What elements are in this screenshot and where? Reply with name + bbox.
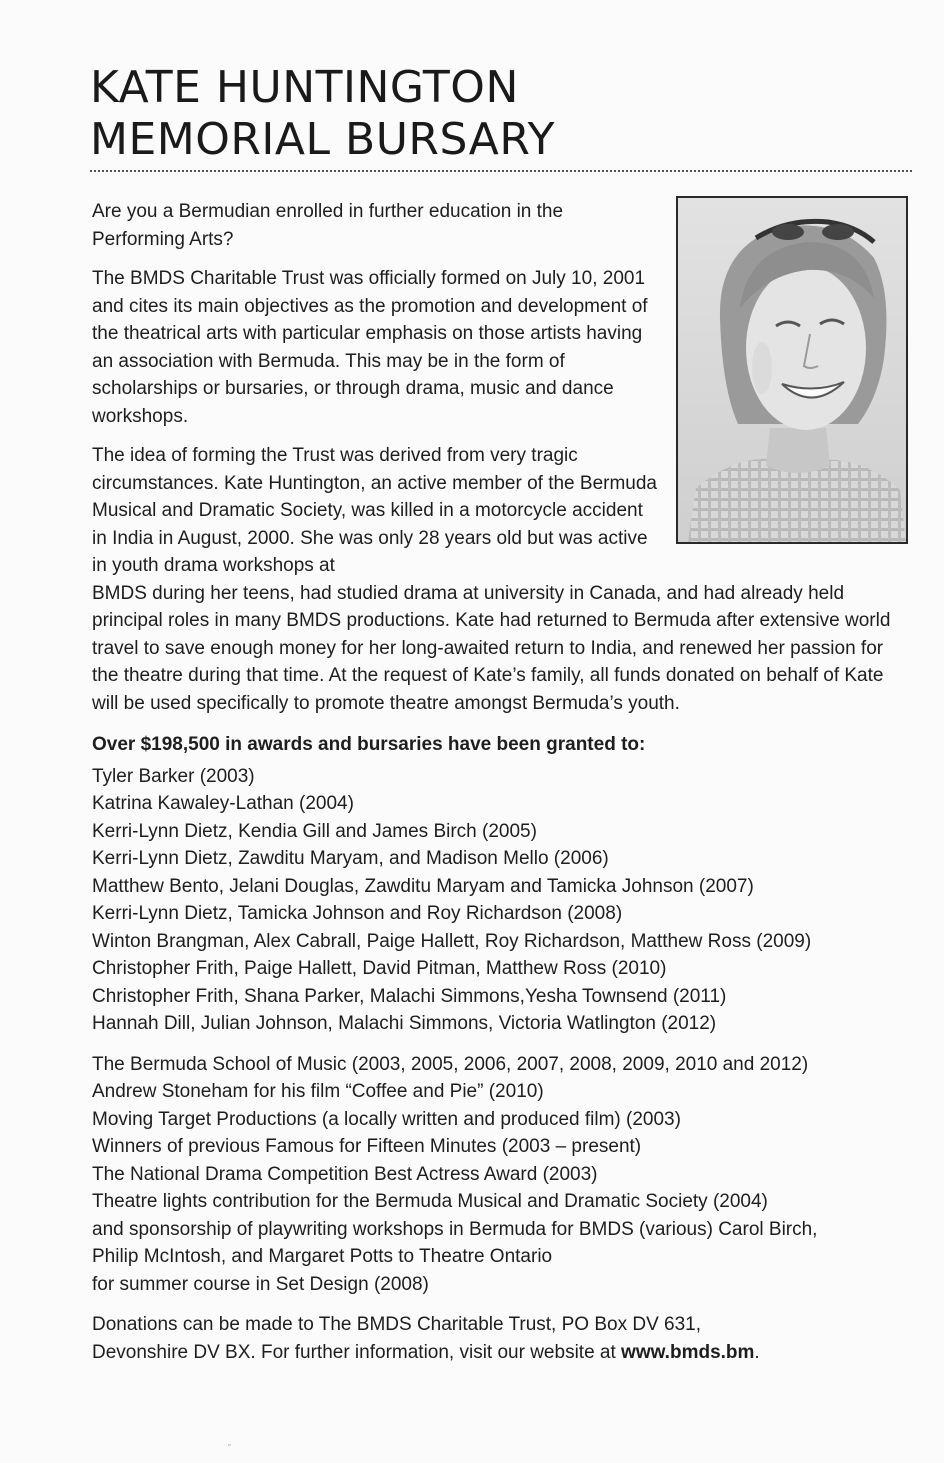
title-line-2: MEMORIAL BURSARY xyxy=(90,114,555,165)
trust-paragraph: The BMDS Charitable Trust was officially formed on July 10, 2001 and cites its main objectives as the promotion and development of the theatrical arts with particular emphasis on those artists having an association with Bermuda. This may be in the form of scholarships or bursaries, or through drama, music and dance workshops. xyxy=(92,268,648,427)
list-item: Winton Brangman, Alex Cabrall, Paige Hallett, Roy Richardson, Matthew Ross (2009) xyxy=(92,930,812,952)
list-item: Christopher Frith, Shana Parker, Malachi Simmons,Yesha Townsend (2011) xyxy=(92,985,727,1007)
dotted-divider xyxy=(90,170,912,172)
recipients-list xyxy=(92,763,912,1038)
list-item: Philip McIntosh, and Margaret Potts to Theatre Ontario xyxy=(92,1246,553,1267)
list-item: for summer course in Set Design (2008) xyxy=(92,1273,429,1295)
donations-line-1: Donations can be made to The BMDS Charitable Trust, PO Box DV 631, xyxy=(92,1314,702,1335)
list-item: Tyler Barker (2003) xyxy=(92,765,255,787)
donations-line-2: Devonshire DV BX. For further information, visit our website at xyxy=(92,1341,622,1363)
list-item: Kerri-Lynn Dietz, Tamicka Johnson and Roy Richardson (2008) xyxy=(92,903,623,924)
list-item: Matthew Bento, Jelani Douglas, Zawditu Maryam and Tamicka Johnson (2007) xyxy=(92,875,754,897)
list-item: Katrina Kawaley-Lathan (2004) xyxy=(92,793,354,814)
page-title xyxy=(90,62,555,166)
list-item: and sponsorship of playwriting workshops in Bermuda for BMDS (various) Carol Birch, xyxy=(92,1218,818,1240)
list-item: Christopher Frith, Paige Hallett, David Pitman, Matthew Ross (2010) xyxy=(92,958,667,979)
footer-mark: ″ xyxy=(228,1443,231,1452)
list-item: Moving Target Productions (a locally written and produced film) (2003) xyxy=(92,1108,681,1130)
history-paragraph-part-1: The idea of forming the Trust was derived from very tragic circumstances. Kate Huntington, an active member of the Bermuda Musical and Dramatic Society, was killed in a motorcycle accident in India in August, 2000. She was only 28 years old but was active in youth drama workshops at xyxy=(92,445,657,576)
history-paragraph xyxy=(92,442,912,717)
body-text xyxy=(92,198,912,1366)
list-item: Andrew Stoneham for his film “Coffee and Pie” (2010) xyxy=(92,1081,544,1102)
list-item: The Bermuda School of Music (2003, 2005, 2006, 2007, 2008, 2009, 2010 and 2012) xyxy=(92,1053,809,1075)
organizations-list xyxy=(92,1051,912,1299)
list-item: Kerri-Lynn Dietz, Kendia Gill and James Birch (2005) xyxy=(92,820,537,842)
donations-paragraph xyxy=(92,1311,912,1366)
donations-line-end: . xyxy=(754,1341,760,1363)
history-paragraph-part-2: BMDS during her teens, had studied drama at university in Canada, and had already held principal roles in many BMDS productions. Kate had returned to Bermuda after extensive world travel to save enough money for her long-awaited return to India, and renewed her passion for the theatre during that time. At the request of Kate’s family, all funds donated on behalf of Kate will be used specifically to promote theatre amongst Bermuda’s youth. xyxy=(92,582,891,714)
list-item: Hannah Dill, Julian Johnson, Malachi Simmons, Victoria Watlington (2012) xyxy=(92,1013,717,1034)
list-item: Kerri-Lynn Dietz, Zawditu Maryam, and Madison Mello (2006) xyxy=(92,848,609,869)
intro-question: Are you a Bermudian enrolled in further education in the Performing Arts? xyxy=(92,201,564,250)
awards-heading: Over $198,500 in awards and bursaries have been granted to: xyxy=(92,734,646,755)
list-item: Theatre lights contribution for the Bermuda Musical and Dramatic Society (2004) xyxy=(92,1191,768,1212)
list-item: Winners of previous Famous for Fifteen Minutes (2003 – present) xyxy=(92,1136,642,1157)
list-item: The National Drama Competition Best Actress Award (2003) xyxy=(92,1163,598,1185)
title-line-1: KATE HUNTINGTON xyxy=(90,62,519,113)
website-link[interactable]: www.bmds.bm xyxy=(621,1341,755,1363)
